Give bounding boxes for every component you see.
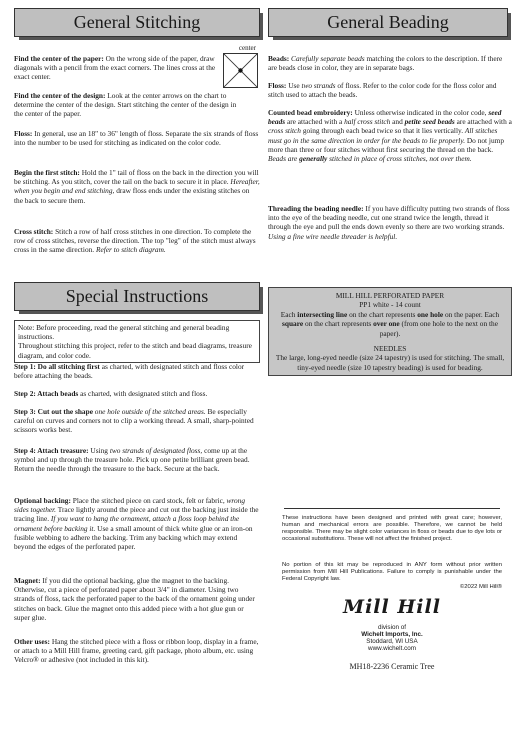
other-uses: Other uses: Hang the stitched piece with a floss or ribbon loop, display in a frame, or attach to a Mill Hill frame, greeting card, gift package, photo album, etc. using Velcro® or adhesive (not included in this kit). xyxy=(14,637,259,665)
step-4: Step 4: Attach treasure: Using two strands of designated floss, come up at the symbol and up through the treasure hole. Pick up one petite brilliant green bead. Return the needle through the treasure to the back. Secure at the back. xyxy=(14,446,250,474)
step-1: Step 1: Do all stitching first as charted, with designated stitch and floss color before attaching the beads. xyxy=(14,362,245,381)
general-stitching-header xyxy=(14,8,260,37)
special-instructions-title: Special Instructions xyxy=(14,282,260,311)
mill-hill-logo: Mill Hill xyxy=(343,596,441,618)
division-info: division of Wichelt Imports, Inc. Stoddard, WI USA www.wichelt.com xyxy=(361,624,423,653)
center-diagonals-icon xyxy=(224,54,257,87)
general-stitching-title: General Stitching xyxy=(14,8,260,37)
copyright-year: ©2022 Mill Hill® xyxy=(459,584,502,590)
product-code: MH18-2236 Ceramic Tree xyxy=(349,662,435,671)
general-beading-title: General Beading xyxy=(268,8,508,37)
find-center-design: Find the center of the design: Look at the center arrows on the chart to determine the center of the design. Start stitching the center of the design in the center of the paper. xyxy=(14,91,237,119)
threading-paragraph: Threading the beading needle: If you have difficulty putting two strands of floss into the eye of the beading needle, cut one strand twice the length, thread it through the eye and pull the ends down evenly so there are two working strands. Using a fine wire needle threader is helpful. xyxy=(268,204,510,241)
first-stitch-paragraph: Begin the first stitch: Hold the 1" tail of floss on the back in the direction you will be stitching. As you stitch, cover the tail on the back to secure it in place. Hereafter, when you begin and end stitching, draw floss ends under the existing stitches on the back to secure them. xyxy=(14,168,260,205)
find-center-paper: Find the center of the paper: On the wrong side of the paper, draw diagonals with a pencil from the exact corners. The lines cross at the exact center. xyxy=(14,54,216,82)
cross-stitch-paragraph: Cross stitch: Stitch a row of half cross stitches in one direction. To complete the row of cross stitches, reverse the direction. The top "leg" of the stitch must always cross in the same direction. Refer to stitch diagram. xyxy=(14,227,256,255)
beads-paragraph: Beads: Carefully separate beads matching the colors to the description. If there are beads close in color, they are in separate bags. xyxy=(268,54,503,73)
needles-title: NEEDLES xyxy=(373,344,407,354)
divider xyxy=(284,508,500,509)
optional-backing: Optional backing: Place the stitched piece on card stock, felt or fabric, wrong sides together. Trace lightly around the piece and cut out the backing just inside the tracing line. If you want to hang the ornament, attach a floss loop behind the ornament before backing it. Use a small amount of thick white glue or an iron-on fusible webbing to adhere the backing. Trim any backing which may extend beyond the edges of the perforated paper. xyxy=(14,496,259,552)
note-box: Note: Before proceeding, read the general stitching and general beading instructions. Throughout stitching this project, refer to the stitch and bead diagrams, treasure diagram, and color code. xyxy=(14,320,260,363)
counted-bead-paragraph: Counted bead embroidery: Unless otherwise indicated in the color code, seed beads are attached with a half cross stitch and petite seed beads are attached with a cross stitch going through each bead twice so that it lies vertically. All stitches must go in the same direction in order for the beads to lie properly. Do not jump more than three or four stitches without first securing the thread on the back. Beads are generally stitched in place of cross stitches, not over them. xyxy=(268,108,512,164)
copyright-notice: No portion of this kit may be reproduced in ANY form without prior written permission from Mill Hill Publications. Failure to comply is punishable under the Federal Copyright law. xyxy=(282,562,502,583)
center-diagram xyxy=(223,53,258,88)
step-2: Step 2: Attach beads as charted, with designated stitch and floss. xyxy=(14,389,208,398)
center-label: center xyxy=(238,44,256,52)
general-beading-header xyxy=(268,8,508,37)
step-3: Step 3: Cut out the shape one hole outside of the stitched areas. Be especially careful on curves and corners not to clip a working thread. A small, sharp-pointed scissors works best. xyxy=(14,407,254,435)
special-instructions-header xyxy=(14,282,260,311)
disclaimer: These instructions have been designed and printed with great care; however, human and mechanical errors are possible. Therefore, we cannot be held responsible. There may be slight color variances in floss or beads due to dye lots or occasional substitutions. These will not affect the finished project. xyxy=(282,515,502,543)
floss-paragraph: Floss: In general, use an 18" to 36" length of floss. Separate the six strands of floss into the number to be used for stitching as indicated on the color code. xyxy=(14,129,259,148)
perforated-paper-box: MILL HILL PERFORATED PAPER PP1 white - 14 count Each intersecting line on the chart represents one hole on the paper. Each square on the chart represents over one (from one hole to the next on the paper). NEEDLES The large, long-eyed needle (size 24 tapestry) is used for stitching. The small, tiny-eyed needle (size 10 tapestry beading) is used for beading. xyxy=(268,287,512,376)
beading-floss-paragraph: Floss: Use two strands of floss. Refer to the color code for the floss color and stitch used to attach the beads. xyxy=(268,81,497,100)
magnet-paragraph: Magnet: If you did the optional backing, glue the magnet to the backing. Otherwise, cut a piece of perforated paper about 3/4" in diameter. Using two strands of floss, tack the perforated paper to the back of the ornament going under stitches on back. Glue the magnet onto this added piece with a hot glue gun or super glue. xyxy=(14,576,255,622)
